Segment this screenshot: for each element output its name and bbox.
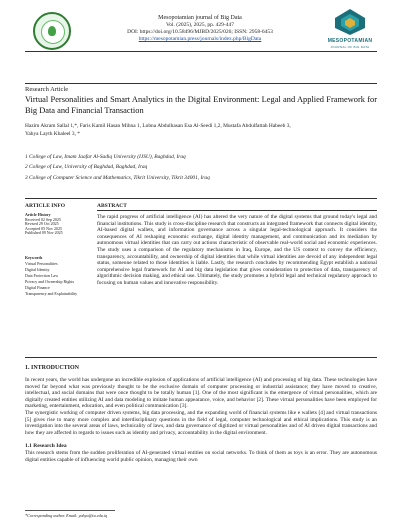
authors-line-2: Yahya Layth Khaleel 3, * — [25, 130, 80, 137]
affiliation-3: 3 College of Computer Science and Mathematics, Tikrit University, Tikrit 34001, Iraq — [25, 175, 210, 181]
journal-name: Mesopotamian journal of Big Data — [158, 15, 242, 21]
journal-volume: Vol. (2025), 2025, pp. 429-447 — [165, 22, 235, 28]
journal-doi[interactable]: DOI: https://doi.org/10.58496/MJBD/2025/026; ISSN: 2958-6453 — [127, 29, 273, 35]
logo-title: MESOPOTAMIAN — [327, 38, 373, 44]
keyword-item: Transparency and Explainability — [25, 291, 78, 296]
keywords — [25, 255, 91, 297]
header-rule-bottom — [25, 83, 377, 84]
title-rule — [25, 198, 377, 199]
keyword-item: Privacy and Ownership Rights — [25, 279, 74, 284]
keyword-item: Digital Identity — [25, 267, 50, 272]
introduction-paragraph-2: The synergistic working of computer driven systems, big data processing, and the expanding world of financial systems like e wallets [4] and virtual transactions [5] gives rise to many more complex and interdisciplinary questions in the field of legal, computer technological and ethical implications. This study is an investigation into the several areas of laws, technicality of laws, and data governance of digitized or virtual personalities and of AI driven digital transactions and how they are affected in regards to issues such as identity and privacy, accountability in the digital environment. — [25, 409, 377, 436]
abstract-heading: ABSTRACT — [97, 203, 127, 209]
history-received: Received 02 Sep 2025 — [25, 216, 61, 222]
article-type: Research Article — [25, 86, 69, 93]
introduction-body — [25, 377, 377, 436]
keyword-item: Virtual Personalities — [25, 261, 58, 266]
paper-title: Virtual Personalities and Smart Analytics in the Digital Environment: Legal and Applied Framework for Big Data and Financial Transaction — [25, 95, 377, 115]
article-info-heading: ARTICLE INFO — [25, 203, 65, 209]
subsection-text: This research stems from the sudden proliferation of AI-generated virtual entities on social networks. To think of them as toys is an error. They are autonomous digital entities capable of influencing world public opinion, managing their own — [25, 450, 377, 463]
article-history — [25, 213, 91, 236]
history-published: Published 09 Nov 2025 — [25, 230, 63, 235]
history-accepted: Accepted 05 Nov 2025 — [25, 225, 62, 231]
keyword-item: Data Protection Law — [25, 273, 59, 278]
header-rule — [25, 51, 377, 52]
corresponding-author-footnote: *Corresponding author. Email: yahya@tu.edu.iq — [25, 513, 108, 518]
history-label: Article History — [25, 212, 51, 217]
abstract-bottom-rule — [25, 357, 377, 358]
affiliation-2: 2 College of Law, University of Baghdad, Baghdad, Iraq — [25, 164, 148, 170]
keyword-item: Digital Finance — [25, 285, 50, 290]
history-revised: Revised 29 Oct 2025 — [25, 221, 59, 226]
authors-line-1: Hazim Akram Sallal 1,*, Faris Kamil Hasan Mihna 1, Lobna Abdulhasan Esa Al-Seedi 1,2, Mustafa Abdulfattah Habeeb 3, — [25, 123, 291, 129]
abstract-text: The rapid progress of artificial intelligence (AI) has altered the very nature of the digital systems that ground today's legal and financial institutions. This study is cross-discipline research that constructs an integrated framework that connects digital identity, AI-based digital wallets, and information governance across a singular legal-technological approach. It considers the consequences of AI reshaping economic exchange, digital identity management, and communication and its mediation by autonomous virtual identities that can carry out actions characteristic of observable real-world social and economic experiences. The study uses a comparison of the regulatory mechanisms in Iraq, Europe, and the US context to convey the efficiency, transparency, accountability, and ownership of digital identities that while virtual identities are devoid of any independent legal status, someone related to those identities is liable. Lastly, the research concludes by recommending Egypt establish a national comprehensive legal framework for AI and big data legislation that gives consideration to protection of data, transparency of algorithmic decision making, and ethical use. Ultimately, the study promotes a hybrid legal and technical regulatory approach to focusing on human values and innovative responsibility. — [97, 214, 377, 286]
introduction-heading: 1. INTRODUCTION — [25, 365, 80, 371]
logo-emblem-icon — [334, 8, 366, 36]
abstract-rule — [97, 210, 377, 211]
affiliation-1: 1 College of Law, Imam Jaafar Al-Sadiq University (IJSU), Baghdad, Iraq — [25, 154, 186, 160]
mesopotamian-logo — [328, 8, 372, 52]
logo-subtitle: JOURNAL OF BIG DATA — [330, 45, 370, 49]
footnote-rule — [25, 510, 115, 511]
keywords-label: Keywords — [25, 255, 43, 260]
author-list — [25, 123, 385, 138]
journal-seal-logo — [33, 12, 71, 50]
introduction-paragraph-1: In recent years, the world has undergone an incredible explosion of applications of artificial intelligence (AI) and processing of big data. These technologies have moved far beyond what was previously thought to be the exclusive domain of computer processing or industrial assistance; they have moved to creative, intellectual, and social domains that were once thought to be totally human [1]. One of the most significant is the emergence of virtual personalities, which are digitally created entities utilizing AI and data modeling to imitate human appearance, voice, and behavior [2]. These virtual personalities have been employed for marketing, entertainment, education, and even political communication [3]. — [25, 377, 377, 410]
subsection-heading: 1.1 Research Idea — [25, 443, 67, 449]
journal-url-link[interactable]: https://mesopotamian.press/journals/index.php/BigData — [138, 36, 262, 42]
